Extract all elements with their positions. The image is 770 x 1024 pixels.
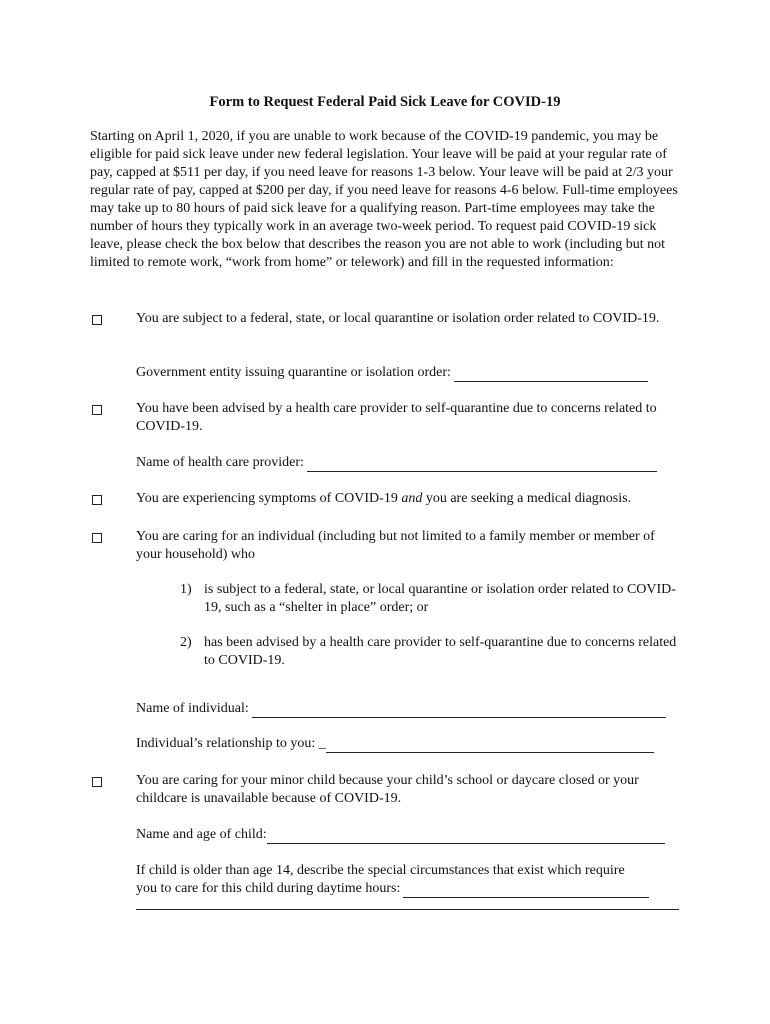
reason-4-sub-1-number: 1) <box>180 582 192 597</box>
individual-relationship-field[interactable] <box>326 738 654 753</box>
reason-3-text-emphasis: and <box>401 491 423 506</box>
child-name-age-field[interactable] <box>267 829 665 844</box>
reason-1-checkbox[interactable] <box>92 315 102 325</box>
page-title: Form to Request Federal Paid Sick Leave for COVID-19 <box>209 94 561 110</box>
child-name-age-label: Name and age of child: <box>136 827 267 842</box>
reason-4-sub-1-text: is subject to a federal, state, or local quarantine or isolation order related to COVID-19, such as a “shelter in place” order; or <box>204 582 676 615</box>
individual-relationship-label: Individual’s relationship to you: _ <box>136 736 326 751</box>
reason-2-text: You have been advised by a health care provider to self-quarantine due to concerns related to COVID-19. <box>136 401 657 434</box>
special-circumstances-row <box>136 880 649 898</box>
child-name-age-row <box>136 826 665 844</box>
government-entity-label: Government entity issuing quarantine or isolation order: <box>136 365 451 380</box>
health-care-provider-row <box>136 454 657 472</box>
reason-4-checkbox[interactable] <box>92 533 102 543</box>
reason-5-text: You are caring for your minor child because your child’s school or daycare closed or your childcare is unavailable because of COVID-19. <box>136 773 639 806</box>
government-entity-field[interactable] <box>454 367 648 382</box>
reason-4-sub-2-text: has been advised by a health care provider to self-quarantine due to concerns related to COVID-19. <box>204 635 677 668</box>
reason-3-text-before: You are experiencing symptoms of COVID-19 <box>136 491 402 506</box>
intro-paragraph: Starting on April 1, 2020, if you are unable to work because of the COVID-19 pandemic, you may be eligible for paid sick leave under new federal legislation. Your leave will be paid at your regular rate of pay, capped at $511 per day, if you need leave for reasons 1-3 below. Your leave will be paid at 2/3 your regular rate of pay, capped at $200 per day, if you need leave for reasons 4-6 below. Full-time employees may take up to 80 hours of paid sick leave for a qualifying reason. Part-time employees may take the number of hours they typically work in an average two-week period. To request paid COVID-19 sick leave, please check the box below that describes the reason you are not able to work (including but not limited to remote work, “work from home” or telework) and fill in the requested information: <box>90 129 678 270</box>
reason-3-checkbox[interactable] <box>92 495 102 505</box>
individual-relationship-row <box>136 735 654 753</box>
reason-4-sub-2-number: 2) <box>180 635 192 650</box>
reason-2-checkbox[interactable] <box>92 405 102 415</box>
individual-name-row <box>136 700 666 718</box>
special-circumstances-field[interactable] <box>403 883 649 898</box>
special-circumstances-label: you to care for this child during daytime hours: <box>136 881 401 896</box>
reason-3-text-after: you are seeking a medical diagnosis. <box>422 491 632 506</box>
health-care-provider-field[interactable] <box>307 457 657 472</box>
reason-1-text: You are subject to a federal, state, or local quarantine or isolation order related to COVID-19. <box>136 311 660 326</box>
health-care-provider-label: Name of health care provider: <box>136 455 304 470</box>
reason-5-checkbox[interactable] <box>92 777 102 787</box>
individual-name-field[interactable] <box>252 703 666 718</box>
reason-3-text <box>136 490 681 508</box>
special-circumstances-text: If child is older than age 14, describe the special circumstances that exist which require <box>136 863 625 878</box>
reason-4-text: You are caring for an individual (including but not limited to a family member or member of your household) who <box>136 529 655 562</box>
individual-name-label: Name of individual: <box>136 701 249 716</box>
special-circumstances-extra-line[interactable] <box>136 909 679 910</box>
government-entity-row <box>136 364 648 382</box>
